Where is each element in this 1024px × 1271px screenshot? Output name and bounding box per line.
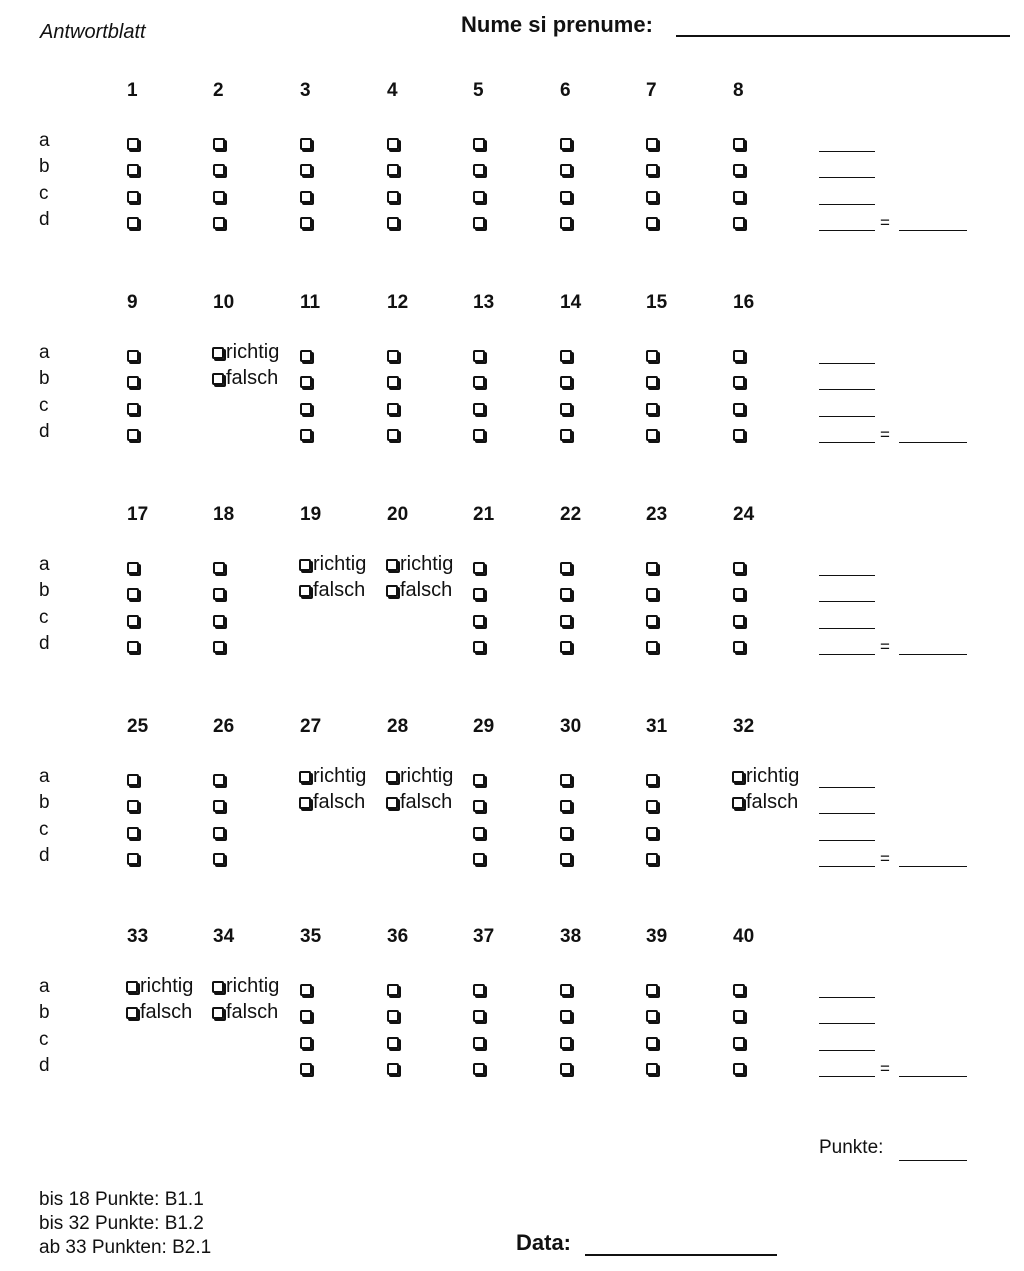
score-line[interactable] (819, 654, 875, 655)
checkbox-b[interactable] (646, 376, 658, 388)
checkbox-c[interactable] (646, 191, 658, 203)
checkbox-a[interactable] (560, 562, 572, 574)
checkbox-richtig[interactable] (299, 771, 311, 783)
checkbox-d[interactable] (646, 217, 658, 229)
option-falsch[interactable] (212, 1001, 278, 1024)
question-number: 29 (473, 716, 495, 737)
checkbox-c[interactable] (646, 1037, 658, 1049)
question-number: 8 (733, 80, 744, 101)
checkbox-richtig[interactable] (212, 347, 224, 359)
checkbox-c[interactable] (733, 403, 745, 415)
score-line[interactable] (819, 177, 875, 178)
row-label-b: b (39, 1002, 50, 1023)
option-richtig-label: richtig (226, 341, 280, 363)
checkbox-a[interactable] (127, 350, 139, 362)
checkbox-a[interactable] (646, 984, 658, 996)
score-line[interactable] (819, 628, 875, 629)
option-falsch-label: falsch (226, 1001, 279, 1023)
points-label: Punkte: (819, 1137, 884, 1158)
option-falsch-label: falsch (400, 579, 453, 601)
option-richtig-label: richtig (400, 765, 454, 787)
option-falsch[interactable] (386, 579, 452, 602)
checkbox-c[interactable] (300, 1037, 312, 1049)
checkbox-a[interactable] (127, 562, 139, 574)
checkbox-b[interactable] (560, 1010, 572, 1022)
checkbox-b[interactable] (213, 800, 225, 812)
option-falsch-label: falsch (400, 791, 453, 813)
row-label-d: d (39, 845, 50, 866)
score-line[interactable] (819, 1023, 875, 1024)
checkbox-c[interactable] (733, 191, 745, 203)
row-label-d: d (39, 209, 50, 230)
checkbox-a[interactable] (646, 774, 658, 786)
checkbox-c[interactable] (127, 191, 139, 203)
checkbox-c[interactable] (127, 827, 139, 839)
question-number: 39 (646, 926, 668, 947)
option-richtig[interactable] (212, 341, 279, 364)
checkbox-c[interactable] (300, 403, 312, 415)
score-line[interactable] (819, 813, 875, 814)
checkbox-falsch[interactable] (386, 585, 398, 597)
option-richtig-label: richtig (313, 553, 367, 575)
checkbox-a[interactable] (213, 774, 225, 786)
checkbox-c[interactable] (473, 403, 485, 415)
checkbox-falsch[interactable] (212, 1007, 224, 1019)
option-falsch[interactable] (299, 791, 365, 814)
checkbox-b[interactable] (473, 376, 485, 388)
level-item: bis 32 Punkte: B1.2 (39, 1213, 204, 1234)
checkbox-richtig[interactable] (386, 559, 398, 571)
checkbox-c[interactable] (213, 615, 225, 627)
checkbox-d[interactable] (733, 1063, 745, 1075)
checkbox-falsch[interactable] (126, 1007, 138, 1019)
question-number: 11 (300, 292, 321, 313)
checkbox-d[interactable] (387, 1063, 399, 1075)
checkbox-b[interactable] (387, 376, 399, 388)
checkbox-c[interactable] (387, 1037, 399, 1049)
row-label-b: b (39, 156, 50, 177)
question-block (0, 292, 1024, 462)
checkbox-b[interactable] (733, 376, 745, 388)
option-richtig[interactable] (732, 765, 799, 788)
score-line[interactable] (819, 363, 875, 364)
checkbox-a[interactable] (473, 562, 485, 574)
score-line[interactable] (819, 575, 875, 576)
question-number: 1 (127, 80, 138, 101)
score-line[interactable] (819, 1050, 875, 1051)
option-richtig[interactable] (386, 553, 453, 576)
row-label-a: a (39, 554, 50, 575)
checkbox-a[interactable] (127, 138, 139, 150)
checkbox-a[interactable] (560, 774, 572, 786)
checkbox-richtig[interactable] (126, 981, 138, 993)
checkbox-a[interactable] (733, 138, 745, 150)
question-number: 7 (646, 80, 657, 101)
points-total-line[interactable] (899, 1160, 967, 1161)
equals-sign: = (880, 425, 890, 444)
question-number: 3 (300, 80, 311, 101)
checkbox-d[interactable] (213, 217, 225, 229)
question-number: 33 (127, 926, 149, 947)
checkbox-b[interactable] (646, 588, 658, 600)
checkbox-c[interactable] (473, 191, 485, 203)
checkbox-c[interactable] (387, 403, 399, 415)
checkbox-b[interactable] (473, 1010, 485, 1022)
block-total-line[interactable] (899, 654, 967, 655)
row-label-a: a (39, 342, 50, 363)
option-falsch[interactable] (386, 791, 452, 814)
question-number: 30 (560, 716, 582, 737)
question-number: 40 (733, 926, 755, 947)
checkbox-c[interactable] (733, 1037, 745, 1049)
question-number: 20 (387, 504, 409, 525)
option-falsch[interactable] (126, 1001, 192, 1024)
option-richtig-label: richtig (746, 765, 800, 787)
question-block (0, 80, 1024, 250)
checkbox-falsch[interactable] (732, 797, 744, 809)
block-total-line[interactable] (899, 230, 967, 231)
checkbox-d[interactable] (300, 217, 312, 229)
option-richtig[interactable] (212, 975, 279, 998)
checkbox-b[interactable] (213, 164, 225, 176)
row-label-c: c (39, 395, 49, 416)
question-number: 24 (733, 504, 755, 525)
question-number: 17 (127, 504, 149, 525)
checkbox-d[interactable] (473, 429, 485, 441)
checkbox-a[interactable] (560, 138, 572, 150)
question-number: 12 (387, 292, 409, 313)
checkbox-a[interactable] (300, 984, 312, 996)
checkbox-d[interactable] (473, 641, 485, 653)
row-label-c: c (39, 819, 49, 840)
checkbox-d[interactable] (387, 429, 399, 441)
question-block (0, 926, 1024, 1096)
row-label-a: a (39, 130, 50, 151)
checkbox-b[interactable] (473, 588, 485, 600)
question-number: 2 (213, 80, 224, 101)
question-number: 15 (646, 292, 668, 313)
checkbox-b[interactable] (387, 164, 399, 176)
row-label-c: c (39, 1029, 49, 1050)
checkbox-d[interactable] (213, 641, 225, 653)
option-richtig-label: richtig (226, 975, 280, 997)
question-number: 25 (127, 716, 149, 737)
date-label: Data: (516, 1230, 572, 1255)
question-number: 16 (733, 292, 755, 313)
checkbox-d[interactable] (300, 429, 312, 441)
row-label-b: b (39, 580, 50, 601)
checkbox-d[interactable] (733, 641, 745, 653)
question-number: 6 (560, 80, 571, 101)
checkbox-d[interactable] (473, 217, 485, 229)
question-number: 31 (646, 716, 668, 737)
question-block (0, 504, 1024, 674)
row-label-a: a (39, 766, 50, 787)
checkbox-b[interactable] (300, 1010, 312, 1022)
checkbox-c[interactable] (473, 827, 485, 839)
checkbox-a[interactable] (473, 350, 485, 362)
checkbox-b[interactable] (127, 588, 139, 600)
checkbox-c[interactable] (127, 403, 139, 415)
option-richtig[interactable] (299, 765, 366, 788)
checkbox-b[interactable] (127, 800, 139, 812)
date-input-line[interactable] (585, 1254, 777, 1256)
checkbox-c[interactable] (733, 615, 745, 627)
question-number: 9 (127, 292, 138, 313)
checkbox-b[interactable] (473, 164, 485, 176)
checkbox-b[interactable] (733, 588, 745, 600)
score-line[interactable] (819, 997, 875, 998)
option-falsch-label: falsch (746, 791, 799, 813)
checkbox-b[interactable] (387, 1010, 399, 1022)
checkbox-d[interactable] (213, 853, 225, 865)
question-number: 28 (387, 716, 409, 737)
checkbox-b[interactable] (213, 588, 225, 600)
checkbox-b[interactable] (560, 800, 572, 812)
checkbox-falsch[interactable] (386, 797, 398, 809)
question-number: 27 (300, 716, 322, 737)
question-number: 38 (560, 926, 582, 947)
checkbox-b[interactable] (560, 376, 572, 388)
checkbox-richtig[interactable] (386, 771, 398, 783)
checkbox-d[interactable] (473, 1063, 485, 1075)
question-number: 4 (387, 80, 398, 101)
question-number: 34 (213, 926, 235, 947)
checkbox-d[interactable] (127, 429, 139, 441)
question-number: 14 (560, 292, 582, 313)
sheet-title: Antwortblatt (40, 21, 146, 43)
checkbox-a[interactable] (560, 984, 572, 996)
checkbox-a[interactable] (473, 774, 485, 786)
checkbox-d[interactable] (646, 1063, 658, 1075)
score-line[interactable] (819, 389, 875, 390)
checkbox-a[interactable] (300, 350, 312, 362)
checkbox-a[interactable] (560, 350, 572, 362)
checkbox-d[interactable] (733, 217, 745, 229)
score-line[interactable] (819, 204, 875, 205)
score-line[interactable] (819, 1076, 875, 1077)
checkbox-d[interactable] (560, 1063, 572, 1075)
checkbox-d[interactable] (646, 853, 658, 865)
question-block (0, 716, 1024, 886)
checkbox-c[interactable] (646, 403, 658, 415)
checkbox-c[interactable] (127, 615, 139, 627)
row-label-b: b (39, 368, 50, 389)
row-label-b: b (39, 792, 50, 813)
checkbox-d[interactable] (127, 853, 139, 865)
score-line[interactable] (819, 601, 875, 602)
row-label-c: c (39, 183, 49, 204)
checkbox-b[interactable] (300, 164, 312, 176)
checkbox-b[interactable] (127, 376, 139, 388)
checkbox-c[interactable] (300, 191, 312, 203)
checkbox-a[interactable] (213, 138, 225, 150)
question-number: 37 (473, 926, 495, 947)
checkbox-b[interactable] (733, 1010, 745, 1022)
checkbox-a[interactable] (733, 562, 745, 574)
checkbox-richtig[interactable] (212, 981, 224, 993)
equals-sign: = (880, 1059, 890, 1078)
row-label-d: d (39, 633, 50, 654)
checkbox-d[interactable] (127, 217, 139, 229)
option-richtig-label: richtig (400, 553, 454, 575)
checkbox-a[interactable] (646, 138, 658, 150)
option-falsch-label: falsch (226, 367, 279, 389)
score-line[interactable] (819, 151, 875, 152)
question-number: 13 (473, 292, 495, 313)
checkbox-b[interactable] (127, 164, 139, 176)
checkbox-a[interactable] (387, 138, 399, 150)
checkbox-d[interactable] (560, 641, 572, 653)
checkbox-c[interactable] (213, 191, 225, 203)
option-falsch-label: falsch (313, 791, 366, 813)
level-item: ab 33 Punkten: B2.1 (39, 1237, 212, 1258)
checkbox-c[interactable] (213, 827, 225, 839)
score-line[interactable] (819, 442, 875, 443)
checkbox-a[interactable] (473, 138, 485, 150)
checkbox-richtig[interactable] (299, 559, 311, 571)
checkbox-b[interactable] (733, 164, 745, 176)
question-number: 18 (213, 504, 235, 525)
row-label-d: d (39, 1055, 50, 1076)
question-number: 10 (213, 292, 235, 313)
option-richtig[interactable] (386, 765, 453, 788)
checkbox-c[interactable] (646, 615, 658, 627)
checkbox-b[interactable] (560, 588, 572, 600)
name-label: Nume si prenume: (461, 12, 653, 37)
checkbox-d[interactable] (387, 217, 399, 229)
question-number: 32 (733, 716, 755, 737)
checkbox-b[interactable] (646, 1010, 658, 1022)
row-label-c: c (39, 607, 49, 628)
checkbox-d[interactable] (646, 641, 658, 653)
checkbox-c[interactable] (560, 827, 572, 839)
checkbox-c[interactable] (473, 615, 485, 627)
option-richtig-label: richtig (313, 765, 367, 787)
question-number: 21 (473, 504, 495, 525)
checkbox-a[interactable] (300, 138, 312, 150)
checkbox-d[interactable] (560, 217, 572, 229)
checkbox-a[interactable] (127, 774, 139, 786)
checkbox-c[interactable] (387, 191, 399, 203)
checkbox-d[interactable] (646, 429, 658, 441)
checkbox-a[interactable] (733, 350, 745, 362)
question-number: 22 (560, 504, 582, 525)
checkbox-falsch[interactable] (212, 373, 224, 385)
checkbox-c[interactable] (646, 827, 658, 839)
checkbox-d[interactable] (473, 853, 485, 865)
option-falsch-label: falsch (313, 579, 366, 601)
checkbox-a[interactable] (213, 562, 225, 574)
option-richtig-label: richtig (140, 975, 194, 997)
checkbox-a[interactable] (733, 984, 745, 996)
equals-sign: = (880, 213, 890, 232)
question-number: 5 (473, 80, 484, 101)
score-line[interactable] (819, 787, 875, 788)
checkbox-a[interactable] (646, 350, 658, 362)
question-number: 36 (387, 926, 409, 947)
checkbox-b[interactable] (560, 164, 572, 176)
checkbox-d[interactable] (560, 853, 572, 865)
checkbox-c[interactable] (473, 1037, 485, 1049)
score-line[interactable] (819, 840, 875, 841)
checkbox-b[interactable] (646, 800, 658, 812)
checkbox-a[interactable] (387, 350, 399, 362)
checkbox-a[interactable] (387, 984, 399, 996)
checkbox-c[interactable] (560, 615, 572, 627)
checkbox-c[interactable] (560, 403, 572, 415)
option-richtig[interactable] (126, 975, 193, 998)
checkbox-d[interactable] (560, 429, 572, 441)
question-number: 23 (646, 504, 668, 525)
checkbox-richtig[interactable] (732, 771, 744, 783)
option-falsch-label: falsch (140, 1001, 193, 1023)
checkbox-d[interactable] (300, 1063, 312, 1075)
option-falsch[interactable] (212, 367, 278, 390)
level-item: bis 18 Punkte: B1.1 (39, 1189, 204, 1210)
level-legend (39, 1188, 211, 1260)
score-line[interactable] (819, 866, 875, 867)
block-total-line[interactable] (899, 1076, 967, 1077)
checkbox-d[interactable] (127, 641, 139, 653)
score-line[interactable] (819, 416, 875, 417)
checkbox-c[interactable] (560, 191, 572, 203)
checkbox-b[interactable] (473, 800, 485, 812)
checkbox-d[interactable] (733, 429, 745, 441)
checkbox-c[interactable] (560, 1037, 572, 1049)
score-line[interactable] (819, 230, 875, 231)
question-number: 26 (213, 716, 235, 737)
row-label-a: a (39, 976, 50, 997)
checkbox-a[interactable] (473, 984, 485, 996)
block-total-line[interactable] (899, 442, 967, 443)
question-number: 19 (300, 504, 322, 525)
block-total-line[interactable] (899, 866, 967, 867)
option-falsch[interactable] (299, 579, 365, 602)
checkbox-falsch[interactable] (299, 797, 311, 809)
row-label-d: d (39, 421, 50, 442)
checkbox-falsch[interactable] (299, 585, 311, 597)
option-richtig[interactable] (299, 553, 366, 576)
equals-sign: = (880, 637, 890, 656)
checkbox-b[interactable] (300, 376, 312, 388)
checkbox-a[interactable] (646, 562, 658, 574)
name-input-line[interactable] (676, 35, 1010, 37)
checkbox-b[interactable] (646, 164, 658, 176)
equals-sign: = (880, 849, 890, 868)
option-falsch[interactable] (732, 791, 798, 814)
question-number: 35 (300, 926, 322, 947)
